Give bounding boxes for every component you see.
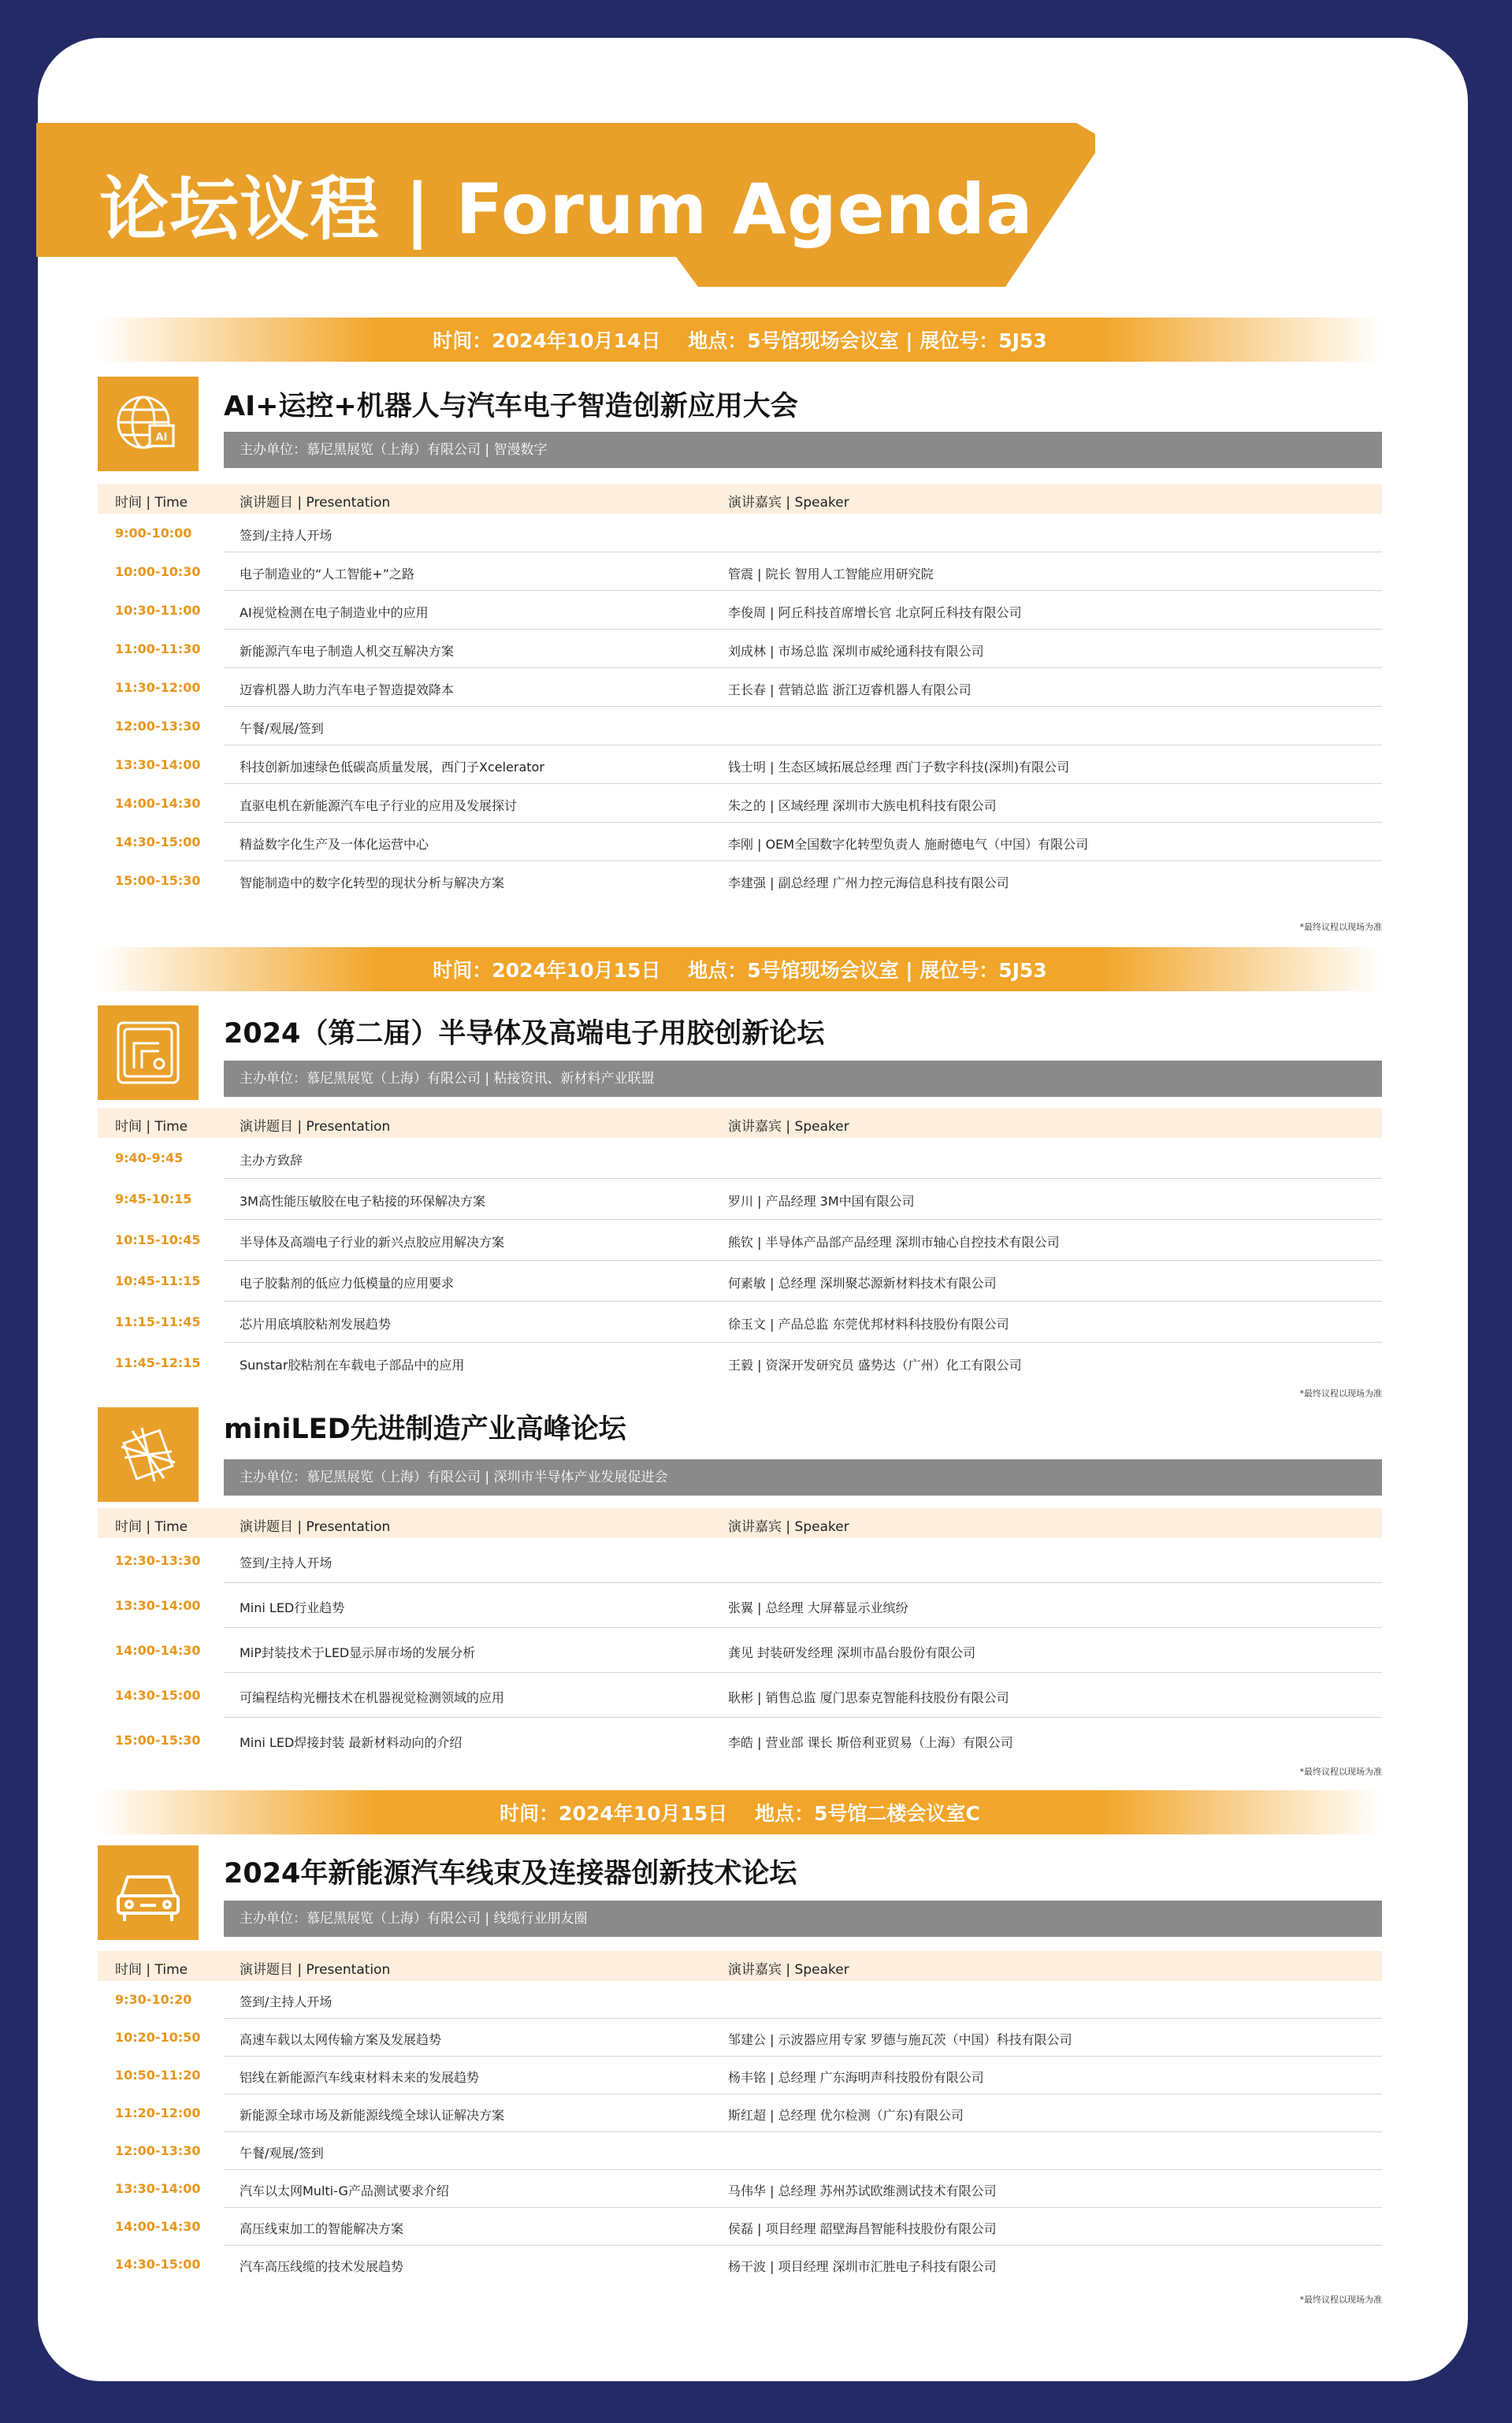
row-speaker: 斯红超 | 总经理 优尔检测（广东)有限公司 bbox=[728, 2108, 964, 2123]
car-icon bbox=[98, 1845, 199, 1940]
title-banner bbox=[36, 123, 1095, 287]
row-presentation: 智能制造中的数字化转型的现状分析与解决方案 bbox=[240, 875, 505, 890]
row-presentation: 签到/主持人开场 bbox=[240, 528, 332, 543]
row-speaker: 马伟华 | 总经理 苏州苏试欧维测试技术有限公司 bbox=[728, 2183, 997, 2198]
row-time: 10:00-10:30 bbox=[115, 564, 201, 579]
globe-ai-icon bbox=[98, 377, 199, 471]
table-row bbox=[98, 1138, 1382, 1179]
forum-section-wire-harness bbox=[98, 1845, 1382, 2310]
row-speaker: 李俊周 | 阿丘科技首席增长官 北京阿丘科技有限公司 bbox=[728, 605, 1022, 620]
forum-section-miniled bbox=[98, 1407, 1382, 1786]
table-row bbox=[98, 1628, 1382, 1673]
row-speaker: 刘成林 | 市场总监 深圳市威纶通科技有限公司 bbox=[728, 644, 984, 659]
row-presentation: 高速车载以太网传输方案及发展趋势 bbox=[240, 2032, 442, 2047]
row-speaker: 张翼 | 总经理 大屏幕显示业缤纷 bbox=[728, 1600, 908, 1615]
row-time: 11:15-11:45 bbox=[115, 1314, 201, 1329]
table-row bbox=[98, 1718, 1382, 1763]
table-row bbox=[98, 861, 1382, 900]
row-time: 10:45-11:15 bbox=[115, 1273, 201, 1288]
svg-text:AI: AI bbox=[155, 432, 168, 444]
row-time: 14:00-14:30 bbox=[115, 1643, 201, 1658]
row-speaker: 罗川 | 产品经理 3M中国有限公司 bbox=[728, 1194, 915, 1209]
row-presentation: 精益数字化生产及一体化运营中心 bbox=[240, 837, 429, 852]
row-presentation: Mini LED行业趋势 bbox=[240, 1600, 345, 1615]
table-row bbox=[98, 1673, 1382, 1718]
table-row bbox=[98, 1302, 1382, 1343]
organizer-bar: 主办单位：慕尼黑展览（上海）有限公司 | 线缆行业朋友圈 bbox=[224, 1901, 1382, 1937]
row-speaker: 侯磊 | 项目经理 韶壁海昌智能科技股份有限公司 bbox=[728, 2221, 997, 2236]
table-row bbox=[98, 1343, 1382, 1384]
row-speaker: 徐玉文 | 产品总监 东莞优邦材料科技股份有限公司 bbox=[728, 1317, 1009, 1332]
row-time: 13:30-14:00 bbox=[115, 2181, 201, 2196]
row-time: 14:00-14:30 bbox=[115, 2219, 201, 2234]
th-speaker: 演讲嘉宾 | Speaker bbox=[728, 1519, 849, 1535]
row-time: 14:30-15:00 bbox=[115, 2257, 201, 2272]
table-row bbox=[98, 1538, 1382, 1583]
table-row bbox=[98, 2246, 1382, 2284]
row-speaker: 杨干波 | 项目经理 深圳市汇胜电子科技有限公司 bbox=[728, 2259, 997, 2274]
table-row bbox=[98, 745, 1382, 784]
th-presentation: 演讲题目 | Presentation bbox=[240, 495, 391, 511]
section-title: 2024（第二届）半导体及高端电子用胶创新论坛 bbox=[224, 1018, 825, 1050]
th-time: 时间 | Time bbox=[115, 1519, 188, 1535]
row-time: 9:40-9:45 bbox=[115, 1150, 184, 1165]
organizer-bar: 主办单位：慕尼黑展览（上海）有限公司 | 粘接资讯、新材料产业联盟 bbox=[224, 1061, 1382, 1097]
row-speaker: 钱士明 | 生态区域拓展总经理 西门子数字科技(深圳)有限公司 bbox=[728, 760, 1070, 775]
table-header bbox=[98, 1951, 1382, 1981]
organizer-bar: 主办单位：慕尼黑展览（上海）有限公司 | 深圳市半导体产业发展促进会 bbox=[224, 1459, 1382, 1496]
row-time: 15:00-15:30 bbox=[115, 873, 201, 888]
table-row bbox=[98, 1179, 1382, 1220]
th-speaker: 演讲嘉宾 | Speaker bbox=[728, 1119, 849, 1135]
row-presentation: 电子胶黏剂的低应力低模量的应用要求 bbox=[240, 1276, 455, 1291]
row-time: 15:00-15:30 bbox=[115, 1733, 201, 1748]
row-presentation: 新能源汽车电子制造人机交互解决方案 bbox=[240, 644, 455, 659]
row-presentation: 可编程结构光栅技术在机器视觉检测领域的应用 bbox=[240, 1690, 505, 1705]
table-row bbox=[98, 514, 1382, 552]
th-speaker: 演讲嘉宾 | Speaker bbox=[728, 495, 849, 511]
th-time: 时间 | Time bbox=[115, 495, 188, 511]
row-time: 9:00-10:00 bbox=[115, 526, 192, 541]
row-presentation: MiP封装技术于LED显示屏市场的发展分析 bbox=[240, 1645, 476, 1660]
table-row bbox=[98, 1261, 1382, 1302]
table-row bbox=[98, 2170, 1382, 2208]
table-row bbox=[98, 2057, 1382, 2094]
table-row bbox=[98, 1220, 1382, 1261]
row-speaker: 邹建公 | 示波器应用专家 罗德与施瓦茨（中国）科技有限公司 bbox=[728, 2032, 1072, 2047]
adhesive-chip-icon bbox=[98, 1005, 199, 1100]
row-speaker: 李刚 | OEM全国数字化转型负责人 施耐德电气（中国）有限公司 bbox=[728, 837, 1089, 852]
row-presentation: 铝线在新能源汽车线束材料未来的发展趋势 bbox=[240, 2070, 480, 2085]
info-bar-3: 时间：2024年10月15日 地点：5号馆二楼会议室C bbox=[98, 1790, 1382, 1834]
row-time: 11:00-11:30 bbox=[115, 641, 201, 656]
th-presentation: 演讲题目 | Presentation bbox=[240, 1519, 391, 1535]
forum-section-adhesive bbox=[98, 1005, 1382, 1407]
row-presentation: Sunstar胶粘剂在车载电子部品中的应用 bbox=[240, 1358, 465, 1373]
table-header bbox=[98, 484, 1382, 514]
row-speaker: 王毅 | 资深开发研究员 盛势达（广州）化工有限公司 bbox=[728, 1358, 1022, 1373]
table-row bbox=[98, 707, 1382, 745]
organizer-bar: 主办单位：慕尼黑展览（上海）有限公司 | 智漫数字 bbox=[224, 432, 1382, 468]
row-time: 9:30-10:20 bbox=[115, 1992, 192, 2007]
table-row bbox=[98, 2094, 1382, 2132]
row-presentation: 迈睿机器人助力汽车电子智造提效降本 bbox=[240, 682, 455, 697]
info-bar-2: 时间：2024年10月15日 地点：5号馆现场会议室 | 展位号：5J53 bbox=[98, 947, 1382, 991]
table-row bbox=[98, 784, 1382, 823]
row-presentation: 半导体及高端电子行业的新兴点胶应用解决方案 bbox=[240, 1235, 505, 1250]
row-time: 12:00-13:30 bbox=[115, 2143, 201, 2158]
final-agenda-note: *最终议程以现场为准 bbox=[1299, 1767, 1382, 1777]
row-speaker: 熊钦 | 半导体产品部产品经理 深圳市轴心自控技术有限公司 bbox=[728, 1235, 1060, 1250]
row-presentation: 午餐/观展/签到 bbox=[240, 2146, 324, 2161]
table-row bbox=[98, 668, 1382, 707]
row-presentation: 主办方致辞 bbox=[240, 1153, 303, 1168]
th-presentation: 演讲题目 | Presentation bbox=[240, 1962, 391, 1978]
row-presentation: 电子制造业的“人工智能+”之路 bbox=[240, 567, 414, 582]
row-presentation: 3M高性能压敏胶在电子粘接的环保解决方案 bbox=[240, 1194, 485, 1209]
table-row bbox=[98, 1583, 1382, 1628]
section-title: miniLED先进制造产业高峰论坛 bbox=[224, 1414, 626, 1445]
row-time: 11:20-12:00 bbox=[115, 2105, 201, 2120]
table-row bbox=[98, 823, 1382, 861]
info-bar-1: 时间：2024年10月14日 地点：5号馆现场会议室 | 展位号：5J53 bbox=[98, 318, 1382, 362]
row-speaker: 何素敏 | 总经理 深圳聚芯源新材料技术有限公司 bbox=[728, 1276, 997, 1291]
row-presentation: 直驱电机在新能源汽车电子行业的应用及发展探讨 bbox=[240, 798, 518, 813]
row-time: 14:30-15:00 bbox=[115, 1688, 201, 1703]
row-time: 10:50-11:20 bbox=[115, 2068, 201, 2083]
row-time: 11:30-12:00 bbox=[115, 680, 201, 695]
table-row bbox=[98, 552, 1382, 591]
th-time: 时间 | Time bbox=[115, 1119, 188, 1135]
table-row bbox=[98, 591, 1382, 630]
row-speaker: 李皓 | 营业部 课长 斯倍利亚贸易（上海）有限公司 bbox=[728, 1735, 1013, 1750]
row-speaker: 龚见 封装研发经理 深圳市晶台股份有限公司 bbox=[728, 1645, 976, 1660]
row-time: 10:30-11:00 bbox=[115, 603, 201, 618]
row-speaker: 耿彬 | 销售总监 厦门思泰克智能科技股份有限公司 bbox=[728, 1690, 1009, 1705]
row-presentation: 汽车以太网Multi-G产品测试要求介绍 bbox=[240, 2183, 449, 2198]
row-speaker: 王长春 | 营销总监 浙江迈睿机器人有限公司 bbox=[728, 682, 971, 697]
row-presentation: 午餐/观展/签到 bbox=[240, 721, 324, 736]
row-time: 14:00-14:30 bbox=[115, 796, 201, 811]
table-row bbox=[98, 1981, 1382, 2019]
th-time: 时间 | Time bbox=[115, 1962, 188, 1978]
row-speaker: 李建强 | 副总经理 广州力控元海信息科技有限公司 bbox=[728, 875, 1009, 890]
row-time: 10:20-10:50 bbox=[115, 2030, 201, 2045]
row-speaker: 管震 | 院长 智用人工智能应用研究院 bbox=[728, 567, 934, 582]
row-time: 12:30-13:30 bbox=[115, 1553, 201, 1568]
row-presentation: 新能源全球市场及新能源线缆全球认证解决方案 bbox=[240, 2108, 505, 2123]
table-row bbox=[98, 630, 1382, 668]
row-presentation: 签到/主持人开场 bbox=[240, 1994, 332, 2009]
led-chip-icon bbox=[98, 1407, 199, 1502]
row-presentation: 高压线束加工的智能解决方案 bbox=[240, 2221, 404, 2236]
row-time: 9:45-10:15 bbox=[115, 1191, 192, 1206]
row-presentation: Mini LED焊接封装 最新材料动向的介绍 bbox=[240, 1735, 463, 1750]
row-presentation: 芯片用底填胶粘剂发展趋势 bbox=[240, 1317, 392, 1332]
table-header bbox=[98, 1108, 1382, 1138]
row-presentation: 汽车高压线缆的技术发展趋势 bbox=[240, 2259, 404, 2274]
table-row bbox=[98, 2132, 1382, 2170]
row-presentation: 签到/主持人开场 bbox=[240, 1555, 332, 1570]
page-title: 论坛议程 | Forum Agenda bbox=[99, 169, 1034, 250]
final-agenda-note: *最终议程以现场为准 bbox=[1299, 922, 1382, 932]
forum-section-ai-robotics bbox=[98, 377, 1382, 944]
row-time: 14:30-15:00 bbox=[115, 834, 201, 849]
th-presentation: 演讲题目 | Presentation bbox=[240, 1119, 391, 1135]
th-speaker: 演讲嘉宾 | Speaker bbox=[728, 1962, 849, 1978]
table-row bbox=[98, 2019, 1382, 2057]
table-header bbox=[98, 1508, 1382, 1538]
final-agenda-note: *最终议程以现场为准 bbox=[1299, 1388, 1382, 1399]
row-speaker: 杨丰铭 | 总经理 广东海明声科技股份有限公司 bbox=[728, 2070, 984, 2085]
row-time: 11:45-12:15 bbox=[115, 1355, 201, 1370]
section-title: 2024年新能源汽车线束及连接器创新技术论坛 bbox=[224, 1858, 797, 1890]
section-title: AI+运控+机器人与汽车电子智造创新应用大会 bbox=[224, 391, 798, 422]
table-row bbox=[98, 2208, 1382, 2246]
row-time: 13:30-14:00 bbox=[115, 1598, 201, 1613]
final-agenda-note: *最终议程以现场为准 bbox=[1299, 2295, 1382, 2305]
row-time: 10:15-10:45 bbox=[115, 1232, 201, 1247]
row-time: 13:30-14:00 bbox=[115, 757, 201, 772]
row-presentation: 科技创新加速绿色低碳高质量发展，西门子Xcelerator bbox=[240, 760, 544, 775]
row-presentation: AI视觉检测在电子制造业中的应用 bbox=[240, 605, 429, 620]
row-time: 12:00-13:30 bbox=[115, 719, 201, 734]
row-speaker: 朱之的 | 区域经理 深圳市大族电机科技有限公司 bbox=[728, 798, 997, 813]
